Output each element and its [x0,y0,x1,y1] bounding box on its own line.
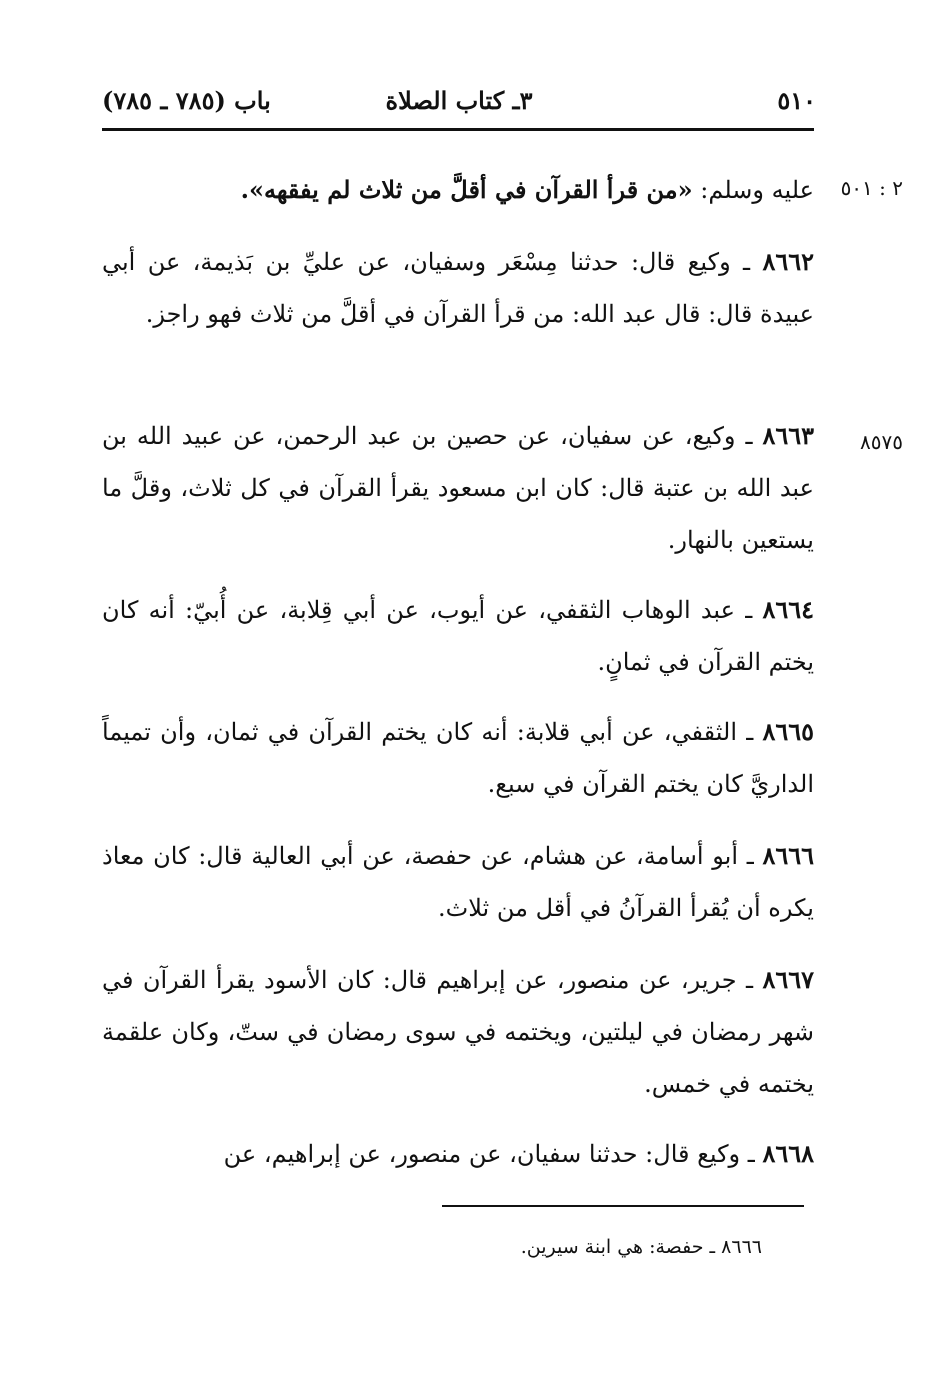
entry-number: ٨٦٦٢ [762,247,814,276]
hadith-entry [102,954,814,1110]
entry-text: ـ الثقفي، عن أبي قلابة: أنه كان يختم القرآن في ثمان، وأن تميماً الداريَّ كان يختم القرآن في سبع. [102,718,814,798]
hadith-entry [102,706,814,810]
entry-text: ـ وكيع قال: حدثنا مِسْعَر وسفيان، عن عليِّ بن بَذيمة، عن أبي عبيدة قال: قال عبد الله: من قرأ القرآن في أقلَّ من ثلاث فهو راجز. [102,248,814,328]
entry-text: ـ أبو أسامة، عن هشام، عن حفصة، عن أبي العالية قال: كان معاذ يكره أن يُقرأ القرآنُ في أقل من ثلاث. [102,842,814,922]
footnote [300,1232,762,1262]
entry-number: ٨٦٦٣ [762,421,814,450]
entry-number: ٨٦٦٨ [762,1139,814,1168]
entry-number: ٨٦٦٤ [762,595,814,624]
hadith-quote: «من قرأ القرآن في أقلَّ من ثلاث لم يفقهه». [240,175,693,204]
entry-text: ـ عبد الوهاب الثقفي، عن أيوب، عن أبي قِلابة، عن أُبيّ: أنه كان يختم القرآن في ثمانٍ. [102,596,814,676]
hadith-entry [102,236,814,340]
header-rule [102,128,814,131]
hadith-entry [102,584,814,688]
hadith-entry [102,830,814,934]
entry-number: ٨٦٦٦ [762,841,814,870]
footnote-text: ـ حفصة: هي ابنة سيرين. [520,1236,722,1258]
margin-reference: ٨٥٧٥ [860,430,903,454]
paragraph-prefix: عليه وسلم: [692,176,814,204]
entry-number: ٨٦٦٧ [762,965,814,994]
hadith-entry [102,1128,814,1180]
footnote-number: ٨٦٦٦ [721,1236,762,1258]
footnote-separator [442,1205,804,1207]
chapter-title: باب (٧٨٥ ـ ٧٨٥) [102,86,271,115]
margin-reference: ٢ : ٥٠١ [840,176,903,200]
book-title: ٣ـ كتاب الصلاة [385,86,533,115]
entry-text: ـ وكيع قال: حدثنا سفيان، عن منصور، عن إبراهيم، عن [223,1140,763,1168]
entry-number: ٨٦٦٥ [762,717,814,746]
hadith-entry [102,410,814,566]
entry-text: ـ وكيع، عن سفيان، عن حصين بن عبد الرحمن، عن عبيد الله بن عبد الله بن عتبة قال: كان ابن مسعود يقرأ القرآن في كل ثلاث، وقلَّ ما يستعين بالنهار. [102,422,814,554]
page-number: ٥١٠ [777,86,816,115]
continuation-paragraph [102,164,814,216]
running-header [102,86,816,126]
entry-text: ـ جرير، عن منصور، عن إبراهيم قال: كان الأسود يقرأ القرآن في شهر رمضان في ليلتين، ويختمه في سوى رمضان في ستّ، وكان علقمة يختمه في خمس. [102,966,814,1098]
